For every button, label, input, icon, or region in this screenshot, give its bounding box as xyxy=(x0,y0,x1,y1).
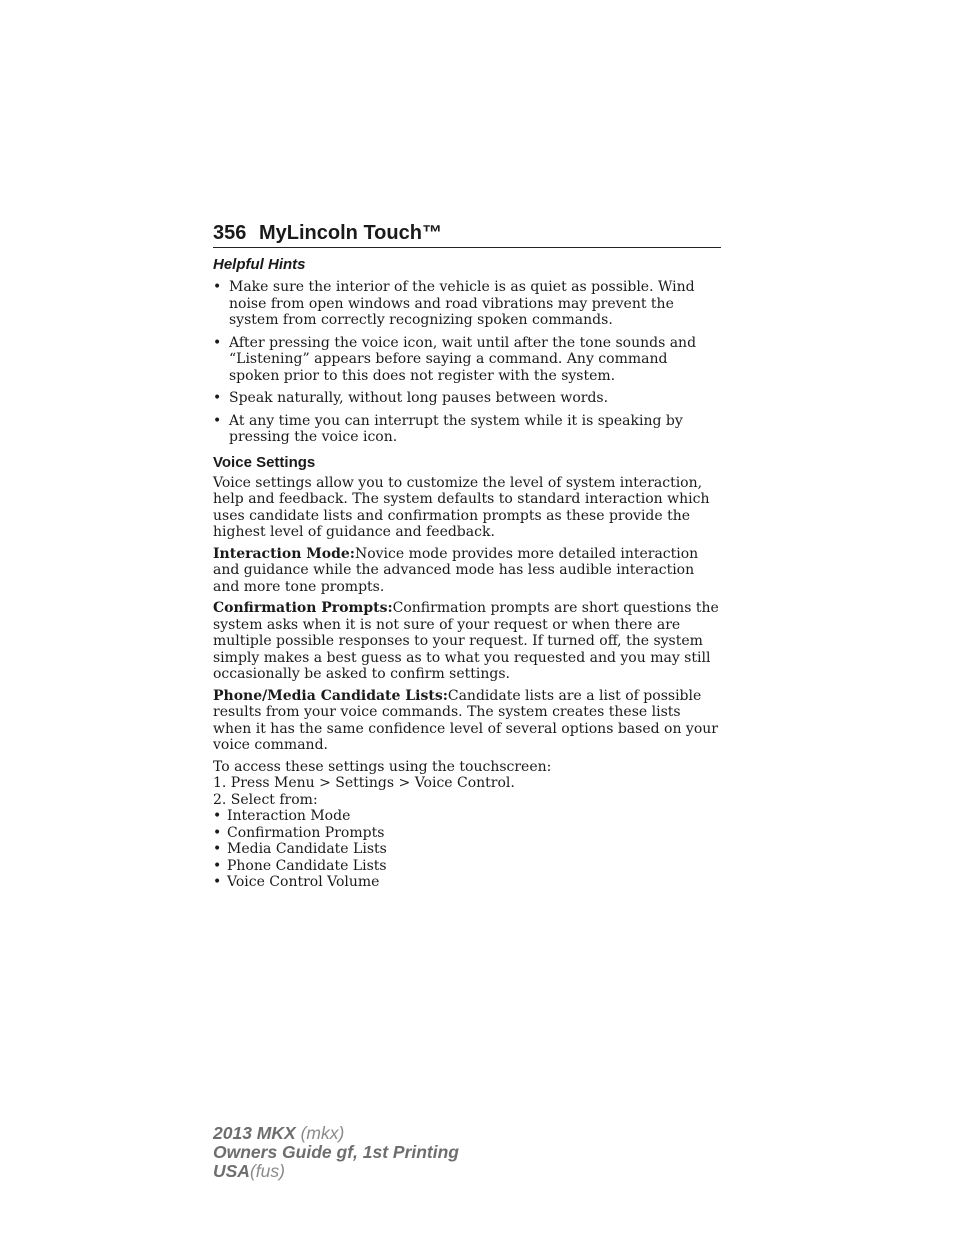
footer-line xyxy=(213,1143,459,1162)
footer-market-code: (fus) xyxy=(249,1161,285,1181)
definition-term: Phone/Media Candidate Lists: xyxy=(213,687,448,704)
footer-model-code: (mkx) xyxy=(300,1123,345,1143)
option-item: • Voice Control Volume xyxy=(213,874,721,891)
list-item: • Speak naturally, without long pauses between words. xyxy=(213,390,721,407)
list-item: • At any time you can interrupt the system while it is speaking by pressing the voice icon. xyxy=(213,413,721,446)
footer-guide: Owners Guide gf, 1st Printing xyxy=(213,1142,459,1162)
page-header xyxy=(213,222,721,248)
helpful-hints-heading: Helpful Hints xyxy=(213,256,306,273)
footer-line xyxy=(213,1124,459,1143)
footer-model: 2013 MKX xyxy=(213,1123,296,1143)
definition-text: Novice mode provides more detailed interaction and guidance while the advanced mode has less audible interaction and more tone prompts. xyxy=(213,545,699,595)
voice-settings-intro: Voice settings allow you to customize the level of system interaction, help and feedback. The system defaults to standard interaction which uses candidate lists and confirmation prompts as these provide the highest level of guidance and feedback. xyxy=(213,474,710,540)
list-item: • Make sure the interior of the vehicle is as quiet as possible. Wind noise from open windows and road vibrations may prevent the system from correctly recognizing spoken commands. xyxy=(213,279,721,329)
page-number: 356 xyxy=(213,222,247,244)
definition-interaction-mode xyxy=(213,546,721,596)
voice-settings-heading: Voice Settings xyxy=(213,453,316,471)
definition-text: Candidate lists are a list of possible results from your voice commands. The system creates these lists when it has the same confidence level of several options based on your voice command. xyxy=(213,687,718,753)
access-intro: To access these settings using the touchscreen: xyxy=(213,758,552,775)
list-item: • After pressing the voice icon, wait until after the tone sounds and “Listening” appears before saying a command. Any command spoken prior to this does not register with the system. xyxy=(213,335,721,385)
definition-confirmation-prompts xyxy=(213,600,721,683)
step-item: 2. Select from: xyxy=(213,791,318,808)
option-item: • Confirmation Prompts xyxy=(213,825,721,842)
chapter-title: MyLincoln Touch™ xyxy=(259,222,442,244)
definition-text: Confirmation prompts are short questions the system asks when it is not sure of your request or when there are multiple possible responses to your request. If turned off, the system simply makes a best guess as to what you requested and you may still occasionally be asked to confirm settings. xyxy=(213,600,719,682)
definition-term: Interaction Mode: xyxy=(213,545,355,562)
definition-candidate-lists xyxy=(213,688,721,754)
steps-list xyxy=(213,775,721,891)
footer-line xyxy=(213,1162,459,1181)
option-item: • Interaction Mode xyxy=(213,808,721,825)
footer-market: USA xyxy=(213,1161,250,1181)
manual-page xyxy=(213,222,721,891)
option-item: • Media Candidate Lists xyxy=(213,841,721,858)
step-item: 1. Press Menu > Settings > Voice Control. xyxy=(213,775,515,791)
helpful-hints-list xyxy=(213,279,721,446)
document-footer xyxy=(213,1124,459,1181)
definition-term: Confirmation Prompts: xyxy=(213,600,393,616)
option-item: • Phone Candidate Lists xyxy=(213,858,721,875)
